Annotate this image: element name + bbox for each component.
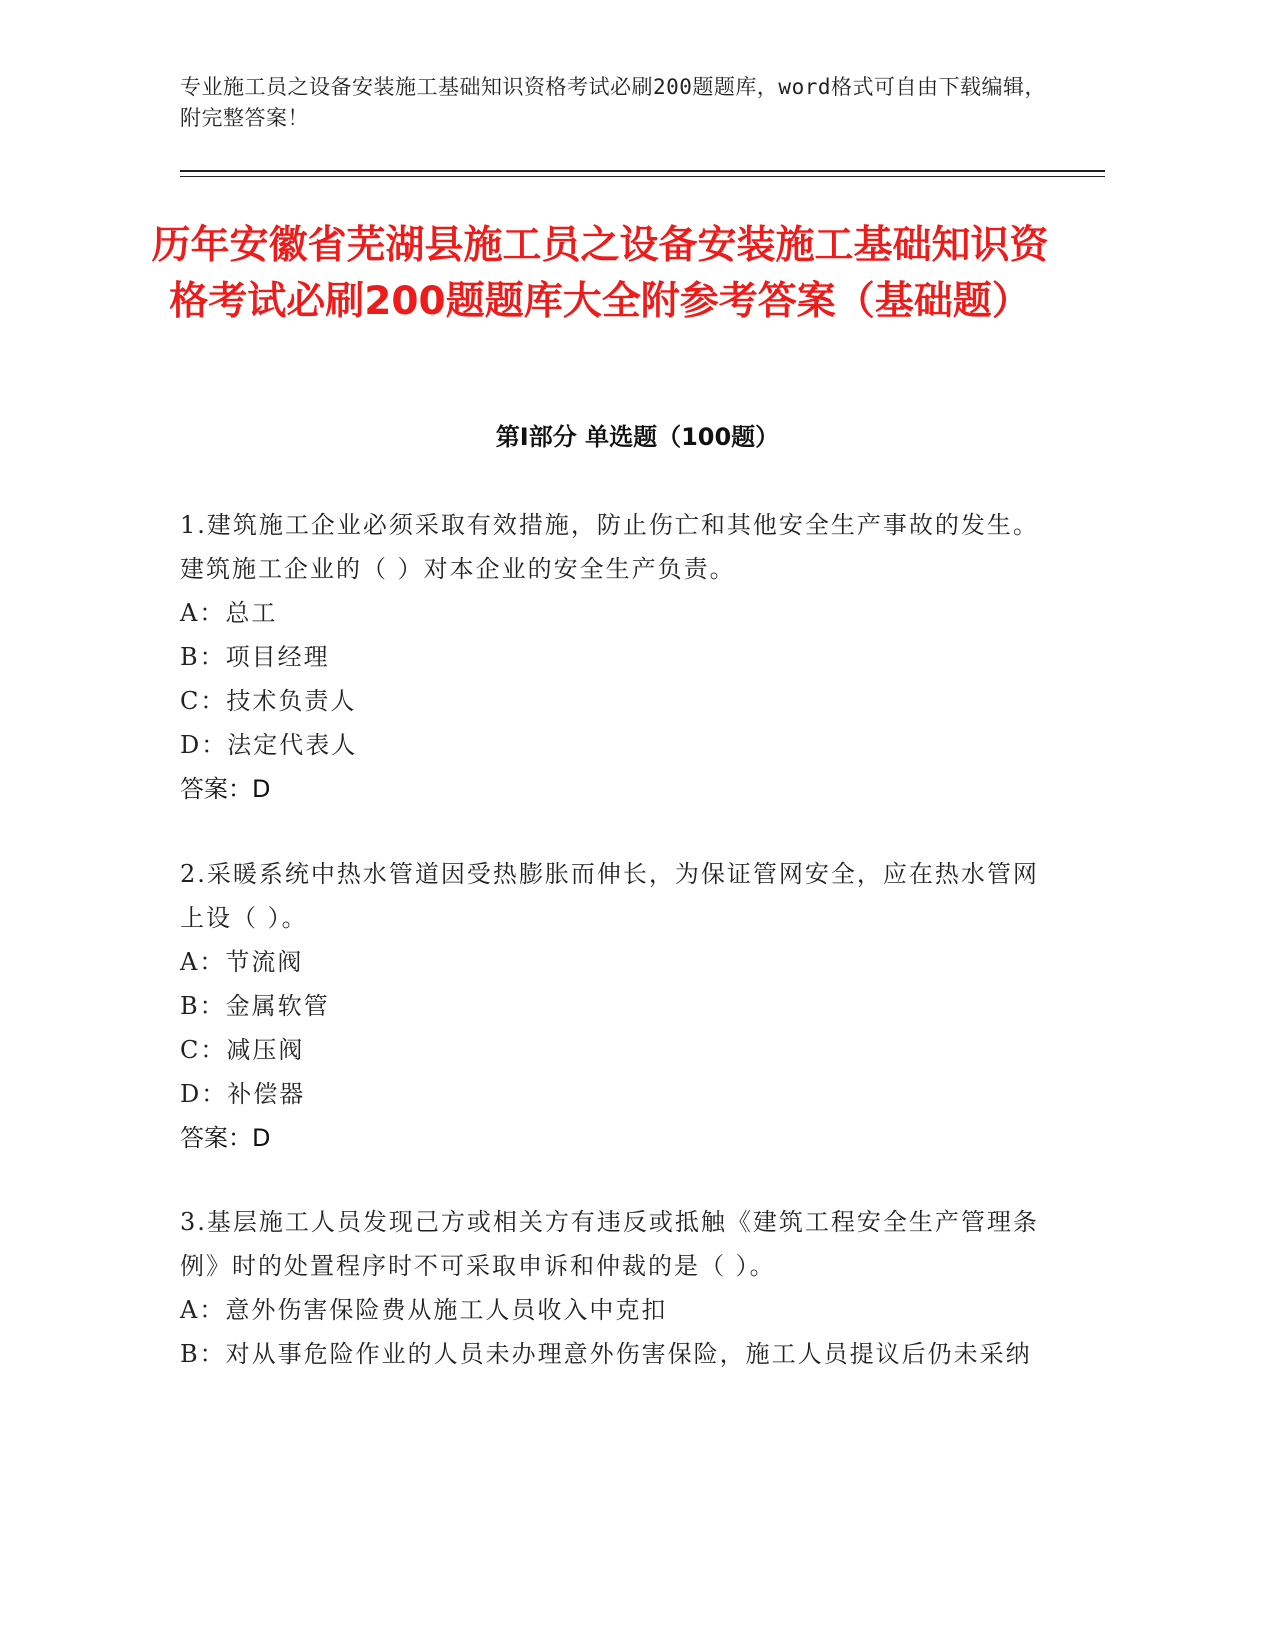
option-d: D：法定代表人 (180, 731, 358, 759)
option-c: C：减压阀 (180, 1036, 305, 1064)
question-1 (180, 503, 1040, 811)
answer: 答案：D (180, 1124, 271, 1152)
question-stem: 1.建筑施工企业必须采取有效措施，防止伤亡和其他安全生产事故的发生。建筑施工企业的（ ）对本企业的安全生产负责。 (180, 511, 1039, 583)
option-d: D：补偿器 (180, 1080, 306, 1108)
question-stem: 3.基层施工人员发现己方或相关方有违反或抵触《建筑工程安全生产管理条例》时的处置程序时不可采取申诉和仲裁的是（ ）。 (180, 1208, 1039, 1280)
header-divider-thin (180, 176, 1105, 177)
option-a: A：总工 (180, 599, 278, 627)
question-3 (180, 1200, 1040, 1376)
document-title: 历年安徽省芜湖县施工员之设备安装施工基础知识资格考试必刷200题题库大全附参考答案（基础题） (151, 223, 1049, 324)
option-b: B：对从事危险作业的人员未办理意外伤害保险，施工人员提议后仍未采纳 (180, 1340, 1032, 1368)
question-stem: 2.采暖系统中热水管道因受热膨胀而伸长，为保证管网安全，应在热水管网上设（ ）。 (180, 860, 1039, 932)
answer: 答案：D (180, 775, 271, 803)
question-2 (180, 852, 1040, 1160)
option-a: A：意外伤害保险费从施工人员收入中克扣 (180, 1296, 668, 1324)
header-note: 专业施工员之设备安装施工基础知识资格考试必刷200题题库，word格式可自由下载编辑，附完整答案！ (180, 75, 1046, 130)
option-b: B：金属软管 (180, 992, 330, 1020)
option-a: A：节流阀 (180, 948, 304, 976)
header-divider-thick (180, 170, 1105, 172)
section-heading: 第I部分 单选题（100题） (495, 423, 780, 451)
option-b: B：项目经理 (180, 643, 330, 671)
option-c: C：技术负责人 (180, 687, 357, 715)
